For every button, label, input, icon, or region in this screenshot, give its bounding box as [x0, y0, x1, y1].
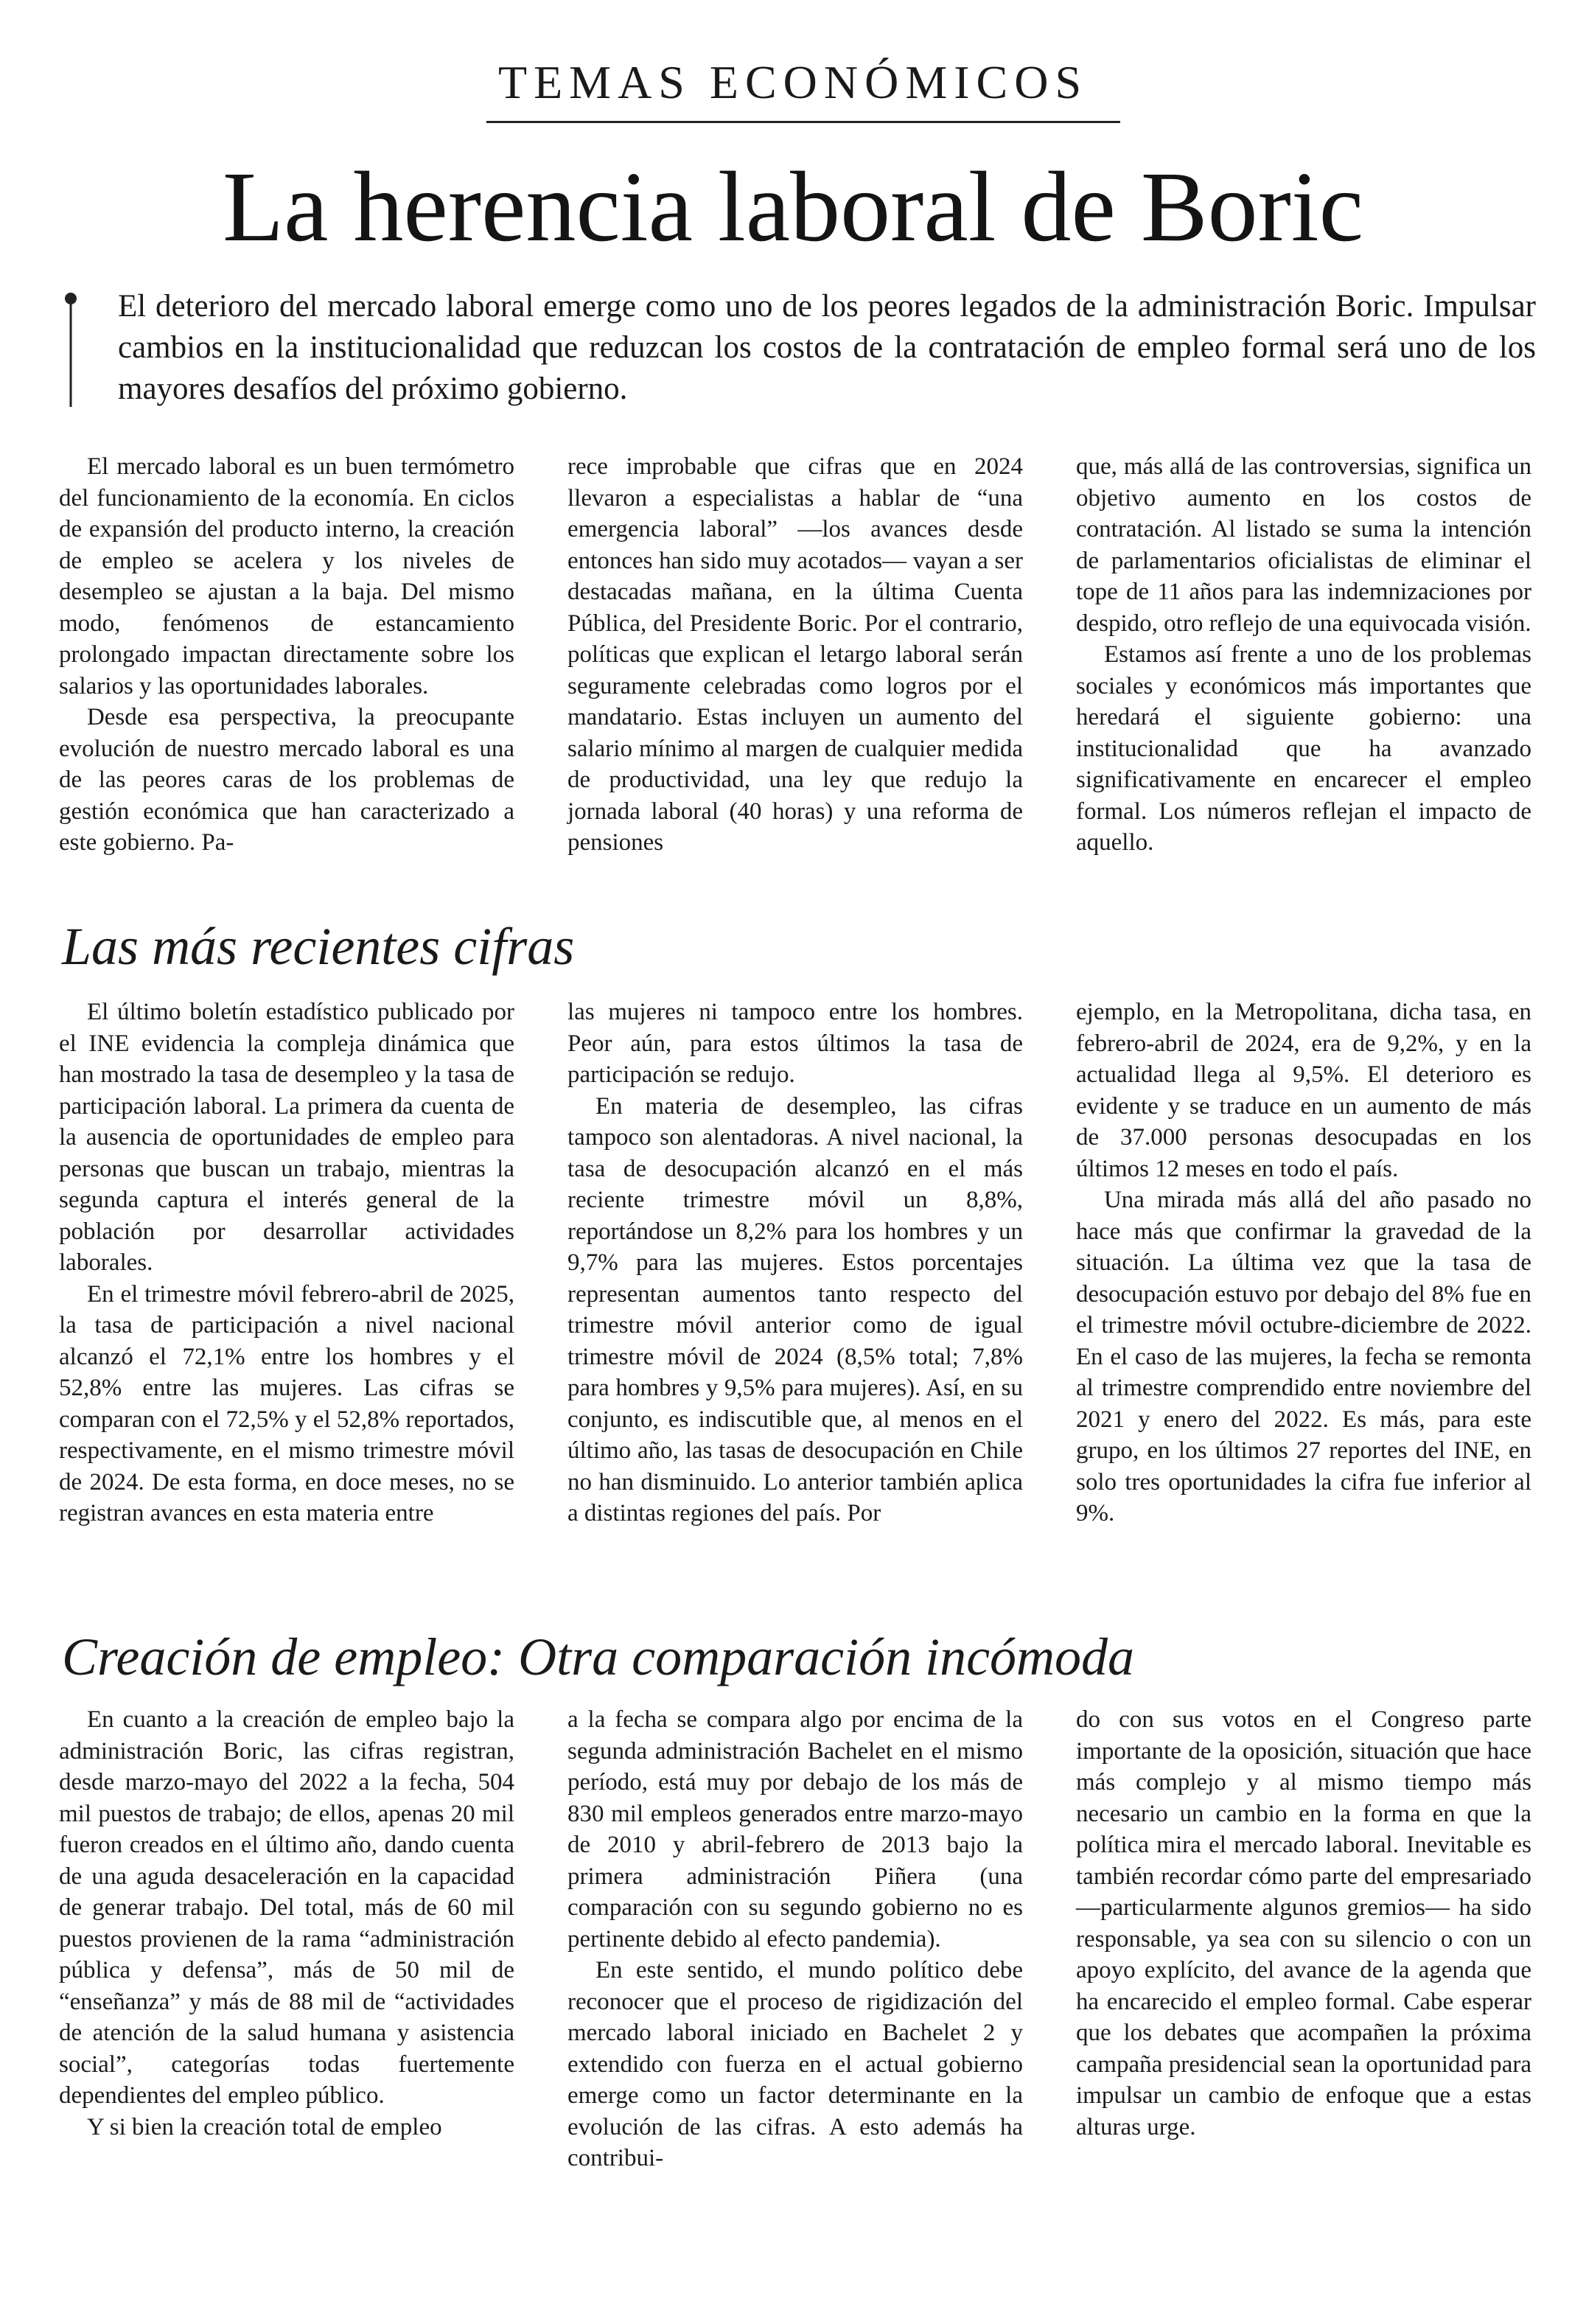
paragraph: las mujeres ni tampoco entre los hombres. Peor aún, para estos últimos la tasa de participación se redujo. — [567, 999, 1023, 1088]
intro-columns — [59, 451, 1531, 859]
paragraph: Desde esa perspectiva, la preocupante evolución de nuestro mercado laboral es una de las peores caras de los problemas de gestión económica que han caracterizado a este gobierno. Pa- — [59, 704, 514, 856]
subhead-job-creation: Creación de empleo: Otra comparación incómoda — [62, 1627, 1135, 1686]
section-label: TEMAS ECONÓMICOS — [497, 56, 1089, 108]
section3-column-1 — [59, 1704, 514, 2174]
paragraph: que, más allá de las controversias, significa un objetivo aumento en los costos de contratación. Al listado se suma la intención de parlamentarios oficialistas de eliminar el tope de 11 años para las indemnizaciones por despido, otro reflejo de una equivocada visión. — [1076, 453, 1531, 637]
paragraph: Una mirada más allá del año pasado no hace más que confirmar la gravedad de la situación. La última vez que la tasa de desocupación estuvo por debajo del 8% fue en el trimestre móvil octubre-diciembre de 2022. En el caso de las mujeres, la fecha se remonta al trimestre comprendido entre noviembre del 2021 y enero del 2022. Es más, para este grupo, en los últimos 27 reportes del INE, en solo tres oportunidades la cifra fue inferior al 9%. — [1076, 1187, 1531, 1526]
headline: La herencia laboral de Boric — [222, 152, 1364, 262]
intro-column-1 — [59, 451, 514, 859]
section2-column-3 — [1076, 997, 1531, 1529]
section2-column-1 — [59, 997, 514, 1529]
paragraph: do con sus votos en el Congreso parte importante de la oposición, situación que hace más complejo y al mismo tiempo más necesario un cambio en la forma en que la política mira el mercado laboral. Inevitable es también recordar cómo parte del empresariado —particularmente algunos gremios— ha sido responsable, ya sea con su silencio o con un apoyo explícito, del avance de la agenda que ha encarecido el empleo formal. Cabe esperar que los debates que acompañen la próxima campaña presidencial sean la oportunidad para impulsar un cambio de enfoque que a estas alturas urge. — [1076, 1706, 1531, 2140]
section2-columns — [59, 997, 1531, 1529]
lead-paragraph: El deterioro del mercado laboral emerge como uno de los peores legados de la administración Boric. Impulsar cambios en la institucionalidad que reduzcan los costos de la contratación de empleo formal será uno de los mayores desafíos del próximo gobierno. — [118, 289, 1536, 406]
paragraph: En materia de desempleo, las cifras tampoco son alentadoras. A nivel nacional, la tasa de desocupación alcanzó en el más reciente trimestre móvil un 8,8%, reportándose un 8,2% para los hombres y un 9,7% para las mujeres. Estos porcentajes representan aumentos tanto respecto del trimestre móvil anterior como de igual trimestre móvil de 2024 (8,5% total; 7,8% para hombres y 9,5% para mujeres). Así, en su conjunto, es indiscutible que, al menos en el último año, las tasas de desocupación en Chile no han disminuido. Lo anterior también aplica a distintas regiones del país. Por — [567, 1092, 1023, 1526]
section3-column-3 — [1076, 1704, 1531, 2174]
paragraph: a la fecha se compara algo por encima de la segunda administración Bachelet en el mismo período, está muy por debajo de los más de 830 mil empleos generados entre marzo-mayo de 2010 y abril-febrero de 2013 bajo la primera administración Piñera (una comparación con su segundo gobierno no es pertinente debido al efecto pandemia). — [567, 1706, 1023, 1953]
section-rule — [486, 121, 1120, 123]
lead-marker-icon — [63, 289, 78, 407]
paragraph: Estamos así frente a uno de los problemas sociales y económicos más importantes que heredará el siguiente gobierno: una institucionalidad que ha avanzado significativamente en encarecer el empleo formal. Los números reflejan el impacto de aquello. — [1076, 641, 1531, 856]
paragraph: En este sentido, el mundo político debe reconocer que el proceso de rigidización del mercado laboral iniciado en Bachelet 2 y extendido con fuerza en el actual gobierno emerge como un factor determinante en la evolución de las cifras. A esto además ha contribui- — [567, 1957, 1023, 2171]
subhead-recent-figures: Las más recientes cifras — [62, 917, 575, 976]
paragraph: En cuanto a la creación de empleo bajo la administración Boric, las cifras registran, desde marzo-mayo del 2022 a la fecha, 504 mil puestos de trabajo; de ellos, apenas 20 mil fueron creados en el último año, dando cuenta de una aguda desaceleración en la capacidad de generar trabajo. Del total, más de 60 mil puestos provienen de la rama “administración pública y defensa”, más de 50 mil de “enseñanza” y más de 88 mil de “actividades de atención de la salud humana y asistencia social”, categorías todas fuertemente dependientes del empleo público. — [59, 1706, 514, 2109]
section3-column-2 — [567, 1704, 1023, 2174]
paragraph: El mercado laboral es un buen termómetro del funcionamiento de la economía. En ciclos de expansión del producto interno, la creación de empleo se acelera y los niveles de desempleo se ajustan a la baja. Del mismo modo, fenómenos de estancamiento prolongado impactan directamente sobre los salarios y las oportunidades laborales. — [59, 453, 514, 699]
paragraph: rece improbable que cifras que en 2024 llevaron a especialistas a hablar de “una emergencia laboral” —los avances desde entonces han sido muy acotados— vayan a ser destacadas mañana, en la última Cuenta Pública, del Presidente Boric. Por el contrario, políticas que explican el letargo laboral serán seguramente celebradas como logros por el mandatario. Estas incluyen un aumento del salario mínimo al margen de cualquier medida de productividad, una ley que redujo la jornada laboral (40 horas) y una reforma de pensiones — [567, 453, 1023, 856]
intro-column-2 — [567, 451, 1023, 859]
section2-column-2 — [567, 997, 1023, 1529]
section3-columns — [59, 1704, 1531, 2174]
paragraph: Y si bien la creación total de empleo — [86, 2113, 442, 2140]
paragraph: El último boletín estadístico publicado por el INE evidencia la compleja dinámica que han mostrado la tasa de desempleo y la tasa de participación laboral. La primera da cuenta de la ausencia de oportunidades de empleo para personas que buscan un trabajo, mientras la segunda captura el interés general de la población por desarrollar actividades laborales. — [59, 999, 514, 1276]
paragraph: En el trimestre móvil febrero-abril de 2025, la tasa de participación a nivel nacional alcanzó el 72,1% entre los hombres y el 52,8% entre las mujeres. Las cifras se comparan con el 72,5% y el 52,8% reportados, respectivamente, en el mismo trimestre móvil de 2024. De esta forma, en doce meses, no se registran avances en esta materia entre — [59, 1280, 514, 1526]
paragraph: ejemplo, en la Metropolitana, dicha tasa, en febrero-abril de 2024, era de 9,2%, y en la actualidad llega al 9,5%. El deterioro es evidente y se traduce en un aumento de más de 37.000 personas desocupadas en los últimos 12 meses en todo el país. — [1076, 999, 1531, 1182]
intro-column-3 — [1076, 451, 1531, 859]
